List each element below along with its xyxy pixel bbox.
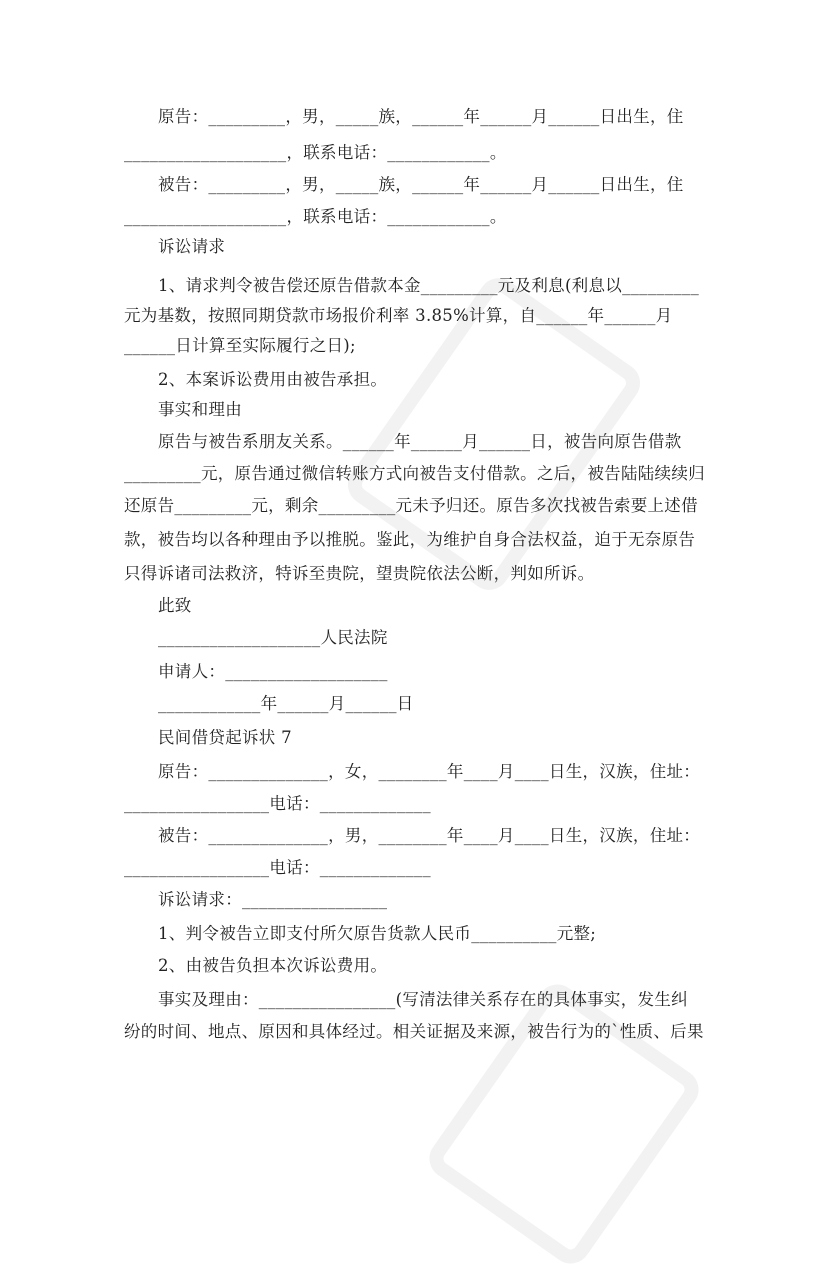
plaintiff-line: 原告：______________，女，________年____月____日生，汉族，住址：	[158, 762, 701, 781]
document-title: 民间借贷起诉状 7	[158, 728, 292, 747]
watermark	[422, 977, 707, 1271]
claim-line: ______日计算至实际履行之日);	[124, 336, 356, 355]
plaintiff-line: 原告：_________，男，_____族，______年______月______日出生，住	[158, 107, 684, 126]
facts-line: 还原告_________元，剩余_________元未予归还。原告多次找被告索要上述借	[124, 496, 698, 515]
facts-line: 款，被告均以各种理由予以推脱。鉴此，为维护自身合法权益，迫于无奈原告	[124, 530, 696, 549]
section-heading: 事实和理由	[158, 400, 242, 419]
applicant-line: 申请人：___________________	[158, 662, 388, 681]
facts-line: 纷的时间、地点、原因和具体经过。相关证据及来源，被告行为的`性质、后果	[124, 1022, 704, 1041]
court-line: ___________________人民法院	[158, 628, 388, 647]
facts-line: _________元，原告通过微信转账方式向被告支付借款。之后，被告陆陆续续归	[124, 464, 705, 483]
section-heading: 诉讼请求	[158, 237, 226, 256]
defendant-contact-line: _________________电话：_____________	[124, 858, 431, 877]
defendant-contact-line: ___________________，联系电话：____________。	[124, 207, 507, 226]
salutation: 此致	[158, 596, 192, 615]
facts-line: 只得诉诸司法救济，特诉至贵院，望贵院依法公断，判如所诉。	[124, 564, 595, 583]
claim-line: 2、本案诉讼费用由被告承担。	[158, 370, 388, 389]
defendant-line: 被告：_________，男，_____族，______年______月______日出生，住	[158, 175, 684, 194]
defendant-line: 被告：______________，男，________年____月____日生，汉族，住址：	[158, 826, 701, 845]
claim-line: 2、由被告负担本次诉讼费用。	[158, 956, 388, 975]
claim-line: 1、判令被告立即支付所欠原告货款人民币__________元整;	[158, 924, 597, 943]
facts-line: 事实及理由：________________(写清法律关系存在的具体事实，发生纠	[158, 990, 688, 1009]
plaintiff-contact-line: _________________电话：_____________	[124, 794, 431, 813]
facts-line: 原告与被告系朋友关系。______年______月______日，被告向原告借款	[158, 432, 682, 451]
claims-heading: 诉讼请求：_________________	[158, 890, 388, 909]
plaintiff-contact-line: ___________________，联系电话：____________。	[124, 143, 507, 162]
claim-line: 元为基数，按照同期贷款市场报价利率 3.85%计算，自______年______月	[124, 306, 673, 325]
date-line: ____________年______月______日	[158, 694, 414, 713]
claim-line: 1、请求判令被告偿还原告借款本金_________元及利息(利息以_________	[158, 276, 700, 295]
